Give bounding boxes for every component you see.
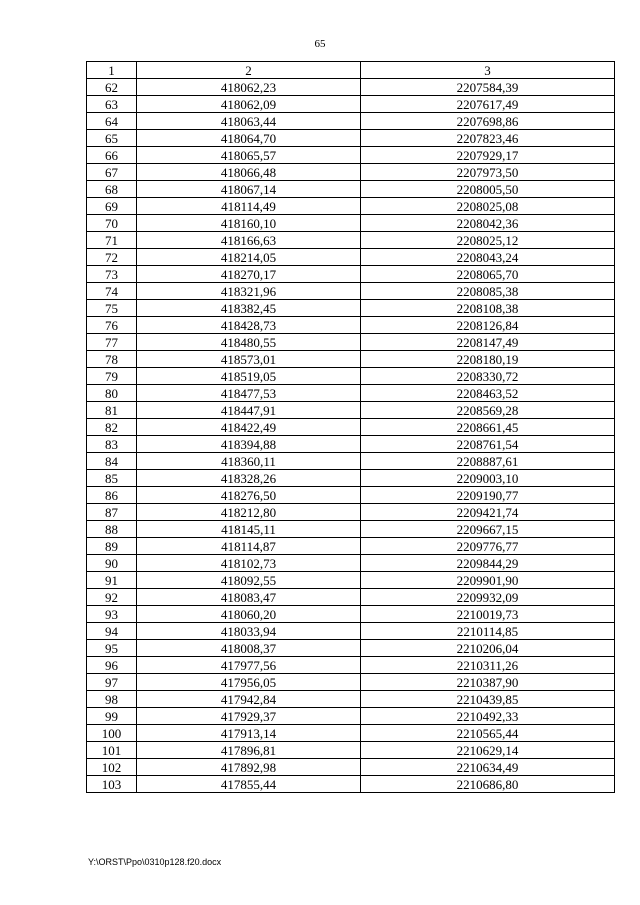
x-coordinate-cell: 418428,73: [137, 317, 361, 334]
x-coordinate-cell: 418276,50: [137, 487, 361, 504]
x-coordinate-cell: 418382,45: [137, 300, 361, 317]
x-coordinate-cell: 418160,10: [137, 215, 361, 232]
point-number-cell: 77: [87, 334, 137, 351]
x-coordinate-cell: 418114,49: [137, 198, 361, 215]
point-number-cell: 78: [87, 351, 137, 368]
table-row: [87, 538, 615, 555]
point-number-cell: 66: [87, 147, 137, 164]
y-coordinate-cell: 2210114,85: [361, 623, 615, 640]
x-coordinate-cell: 418008,37: [137, 640, 361, 657]
point-number-cell: 82: [87, 419, 137, 436]
y-coordinate-cell: 2208330,72: [361, 368, 615, 385]
table-row: [87, 113, 615, 130]
point-number-cell: 87: [87, 504, 137, 521]
point-number-cell: 68: [87, 181, 137, 198]
table-row: [87, 266, 615, 283]
x-coordinate-cell: 417913,14: [137, 725, 361, 742]
x-coordinate-cell: 417956,05: [137, 674, 361, 691]
table-row: [87, 419, 615, 436]
x-coordinate-cell: 417892,98: [137, 759, 361, 776]
x-coordinate-cell: 418102,73: [137, 555, 361, 572]
table-row: [87, 402, 615, 419]
y-coordinate-cell: 2208147,49: [361, 334, 615, 351]
x-coordinate-cell: 418166,63: [137, 232, 361, 249]
point-number-cell: 96: [87, 657, 137, 674]
table-row: [87, 589, 615, 606]
y-coordinate-cell: 2207823,46: [361, 130, 615, 147]
point-number-cell: 65: [87, 130, 137, 147]
y-coordinate-cell: 2208126,84: [361, 317, 615, 334]
table-row: [87, 436, 615, 453]
table-row: [87, 351, 615, 368]
table-body: [87, 79, 615, 793]
point-number-cell: 70: [87, 215, 137, 232]
y-coordinate-cell: 2208108,38: [361, 300, 615, 317]
point-number-cell: 71: [87, 232, 137, 249]
point-number-cell: 94: [87, 623, 137, 640]
point-number-cell: 80: [87, 385, 137, 402]
table-row: [87, 164, 615, 181]
point-number-cell: 97: [87, 674, 137, 691]
point-number-cell: 88: [87, 521, 137, 538]
point-number-cell: 90: [87, 555, 137, 572]
x-coordinate-cell: 417896,81: [137, 742, 361, 759]
point-number-cell: 92: [87, 589, 137, 606]
y-coordinate-cell: 2208887,61: [361, 453, 615, 470]
point-number-cell: 81: [87, 402, 137, 419]
y-coordinate-cell: 2210686,80: [361, 776, 615, 793]
x-coordinate-cell: 418067,14: [137, 181, 361, 198]
y-coordinate-cell: 2210206,04: [361, 640, 615, 657]
point-number-cell: 102: [87, 759, 137, 776]
y-coordinate-cell: 2209667,15: [361, 521, 615, 538]
table-row: [87, 300, 615, 317]
y-coordinate-cell: 2210387,90: [361, 674, 615, 691]
y-coordinate-cell: 2209776,77: [361, 538, 615, 555]
table-row: [87, 215, 615, 232]
x-coordinate-cell: 418447,91: [137, 402, 361, 419]
x-coordinate-cell: 418083,47: [137, 589, 361, 606]
y-coordinate-cell: 2209932,09: [361, 589, 615, 606]
y-coordinate-cell: 2208025,08: [361, 198, 615, 215]
point-number-cell: 100: [87, 725, 137, 742]
point-number-cell: 62: [87, 79, 137, 96]
x-coordinate-cell: 418519,05: [137, 368, 361, 385]
y-coordinate-cell: 2209901,90: [361, 572, 615, 589]
point-number-cell: 93: [87, 606, 137, 623]
y-coordinate-cell: 2208043,24: [361, 249, 615, 266]
y-coordinate-cell: 2208661,45: [361, 419, 615, 436]
table-row: [87, 147, 615, 164]
table-row: [87, 232, 615, 249]
y-coordinate-cell: 2210311,26: [361, 657, 615, 674]
x-coordinate-cell: 418212,80: [137, 504, 361, 521]
x-coordinate-cell: 418422,49: [137, 419, 361, 436]
y-coordinate-cell: 2210565,44: [361, 725, 615, 742]
x-coordinate-cell: 418062,23: [137, 79, 361, 96]
x-coordinate-cell: 418092,55: [137, 572, 361, 589]
table-header-row: [87, 62, 615, 79]
x-coordinate-cell: 418321,96: [137, 283, 361, 300]
point-number-cell: 101: [87, 742, 137, 759]
column-header-2: 2: [137, 62, 361, 79]
y-coordinate-cell: 2207973,50: [361, 164, 615, 181]
point-number-cell: 72: [87, 249, 137, 266]
x-coordinate-cell: 418477,53: [137, 385, 361, 402]
table-row: [87, 572, 615, 589]
table-row: [87, 725, 615, 742]
column-header-3: 3: [361, 62, 615, 79]
point-number-cell: 79: [87, 368, 137, 385]
table-row: [87, 198, 615, 215]
y-coordinate-cell: 2210492,33: [361, 708, 615, 725]
x-coordinate-cell: 418066,48: [137, 164, 361, 181]
point-number-cell: 98: [87, 691, 137, 708]
x-coordinate-cell: 417977,56: [137, 657, 361, 674]
y-coordinate-cell: 2210634,49: [361, 759, 615, 776]
table-row: [87, 317, 615, 334]
y-coordinate-cell: 2207698,86: [361, 113, 615, 130]
table-row: [87, 385, 615, 402]
table-row: [87, 130, 615, 147]
point-number-cell: 69: [87, 198, 137, 215]
coordinates-table: [86, 61, 615, 793]
x-coordinate-cell: 418033,94: [137, 623, 361, 640]
table-row: [87, 453, 615, 470]
point-number-cell: 75: [87, 300, 137, 317]
x-coordinate-cell: 418573,01: [137, 351, 361, 368]
table-row: [87, 181, 615, 198]
point-number-cell: 73: [87, 266, 137, 283]
table-row: [87, 555, 615, 572]
x-coordinate-cell: 417929,37: [137, 708, 361, 725]
point-number-cell: 63: [87, 96, 137, 113]
table-row: [87, 96, 615, 113]
point-number-cell: 64: [87, 113, 137, 130]
y-coordinate-cell: 2210629,14: [361, 742, 615, 759]
table-row: [87, 623, 615, 640]
x-coordinate-cell: 418060,20: [137, 606, 361, 623]
footer-file-path: Y:\ORST\Ppo\0310p128.f20.docx: [88, 857, 222, 867]
y-coordinate-cell: 2207617,49: [361, 96, 615, 113]
y-coordinate-cell: 2208761,54: [361, 436, 615, 453]
point-number-cell: 95: [87, 640, 137, 657]
point-number-cell: 86: [87, 487, 137, 504]
table-row: [87, 657, 615, 674]
x-coordinate-cell: 418065,57: [137, 147, 361, 164]
point-number-cell: 85: [87, 470, 137, 487]
table-row: [87, 79, 615, 96]
point-number-cell: 76: [87, 317, 137, 334]
x-coordinate-cell: 418394,88: [137, 436, 361, 453]
x-coordinate-cell: 418214,05: [137, 249, 361, 266]
y-coordinate-cell: 2208042,36: [361, 215, 615, 232]
table-row: [87, 334, 615, 351]
y-coordinate-cell: 2208065,70: [361, 266, 615, 283]
x-coordinate-cell: 418064,70: [137, 130, 361, 147]
table-row: [87, 742, 615, 759]
y-coordinate-cell: 2209844,29: [361, 555, 615, 572]
x-coordinate-cell: 417942,84: [137, 691, 361, 708]
table-row: [87, 691, 615, 708]
table-row: [87, 487, 615, 504]
x-coordinate-cell: 418328,26: [137, 470, 361, 487]
table-row: [87, 674, 615, 691]
table-row: [87, 521, 615, 538]
y-coordinate-cell: 2210439,85: [361, 691, 615, 708]
x-coordinate-cell: 418480,55: [137, 334, 361, 351]
column-header-1: 1: [87, 62, 137, 79]
point-number-cell: 84: [87, 453, 137, 470]
y-coordinate-cell: 2209421,74: [361, 504, 615, 521]
y-coordinate-cell: 2208085,38: [361, 283, 615, 300]
point-number-cell: 89: [87, 538, 137, 555]
table-row: [87, 249, 615, 266]
point-number-cell: 74: [87, 283, 137, 300]
point-number-cell: 83: [87, 436, 137, 453]
table-row: [87, 283, 615, 300]
table-row: [87, 368, 615, 385]
table-row: [87, 776, 615, 793]
y-coordinate-cell: 2209190,77: [361, 487, 615, 504]
point-number-cell: 99: [87, 708, 137, 725]
y-coordinate-cell: 2208005,50: [361, 181, 615, 198]
y-coordinate-cell: 2210019,73: [361, 606, 615, 623]
point-number-cell: 91: [87, 572, 137, 589]
x-coordinate-cell: 418270,17: [137, 266, 361, 283]
x-coordinate-cell: 418360,11: [137, 453, 361, 470]
x-coordinate-cell: 418145,11: [137, 521, 361, 538]
table-row: [87, 640, 615, 657]
table-row: [87, 606, 615, 623]
page-number: 65: [314, 38, 326, 50]
point-number-cell: 103: [87, 776, 137, 793]
y-coordinate-cell: 2208180,19: [361, 351, 615, 368]
table-row: [87, 470, 615, 487]
y-coordinate-cell: 2207929,17: [361, 147, 615, 164]
table-row: [87, 504, 615, 521]
x-coordinate-cell: 418114,87: [137, 538, 361, 555]
x-coordinate-cell: 418062,09: [137, 96, 361, 113]
y-coordinate-cell: 2208463,52: [361, 385, 615, 402]
table-row: [87, 759, 615, 776]
table-row: [87, 708, 615, 725]
y-coordinate-cell: 2207584,39: [361, 79, 615, 96]
y-coordinate-cell: 2208025,12: [361, 232, 615, 249]
x-coordinate-cell: 418063,44: [137, 113, 361, 130]
x-coordinate-cell: 417855,44: [137, 776, 361, 793]
point-number-cell: 67: [87, 164, 137, 181]
y-coordinate-cell: 2208569,28: [361, 402, 615, 419]
y-coordinate-cell: 2209003,10: [361, 470, 615, 487]
